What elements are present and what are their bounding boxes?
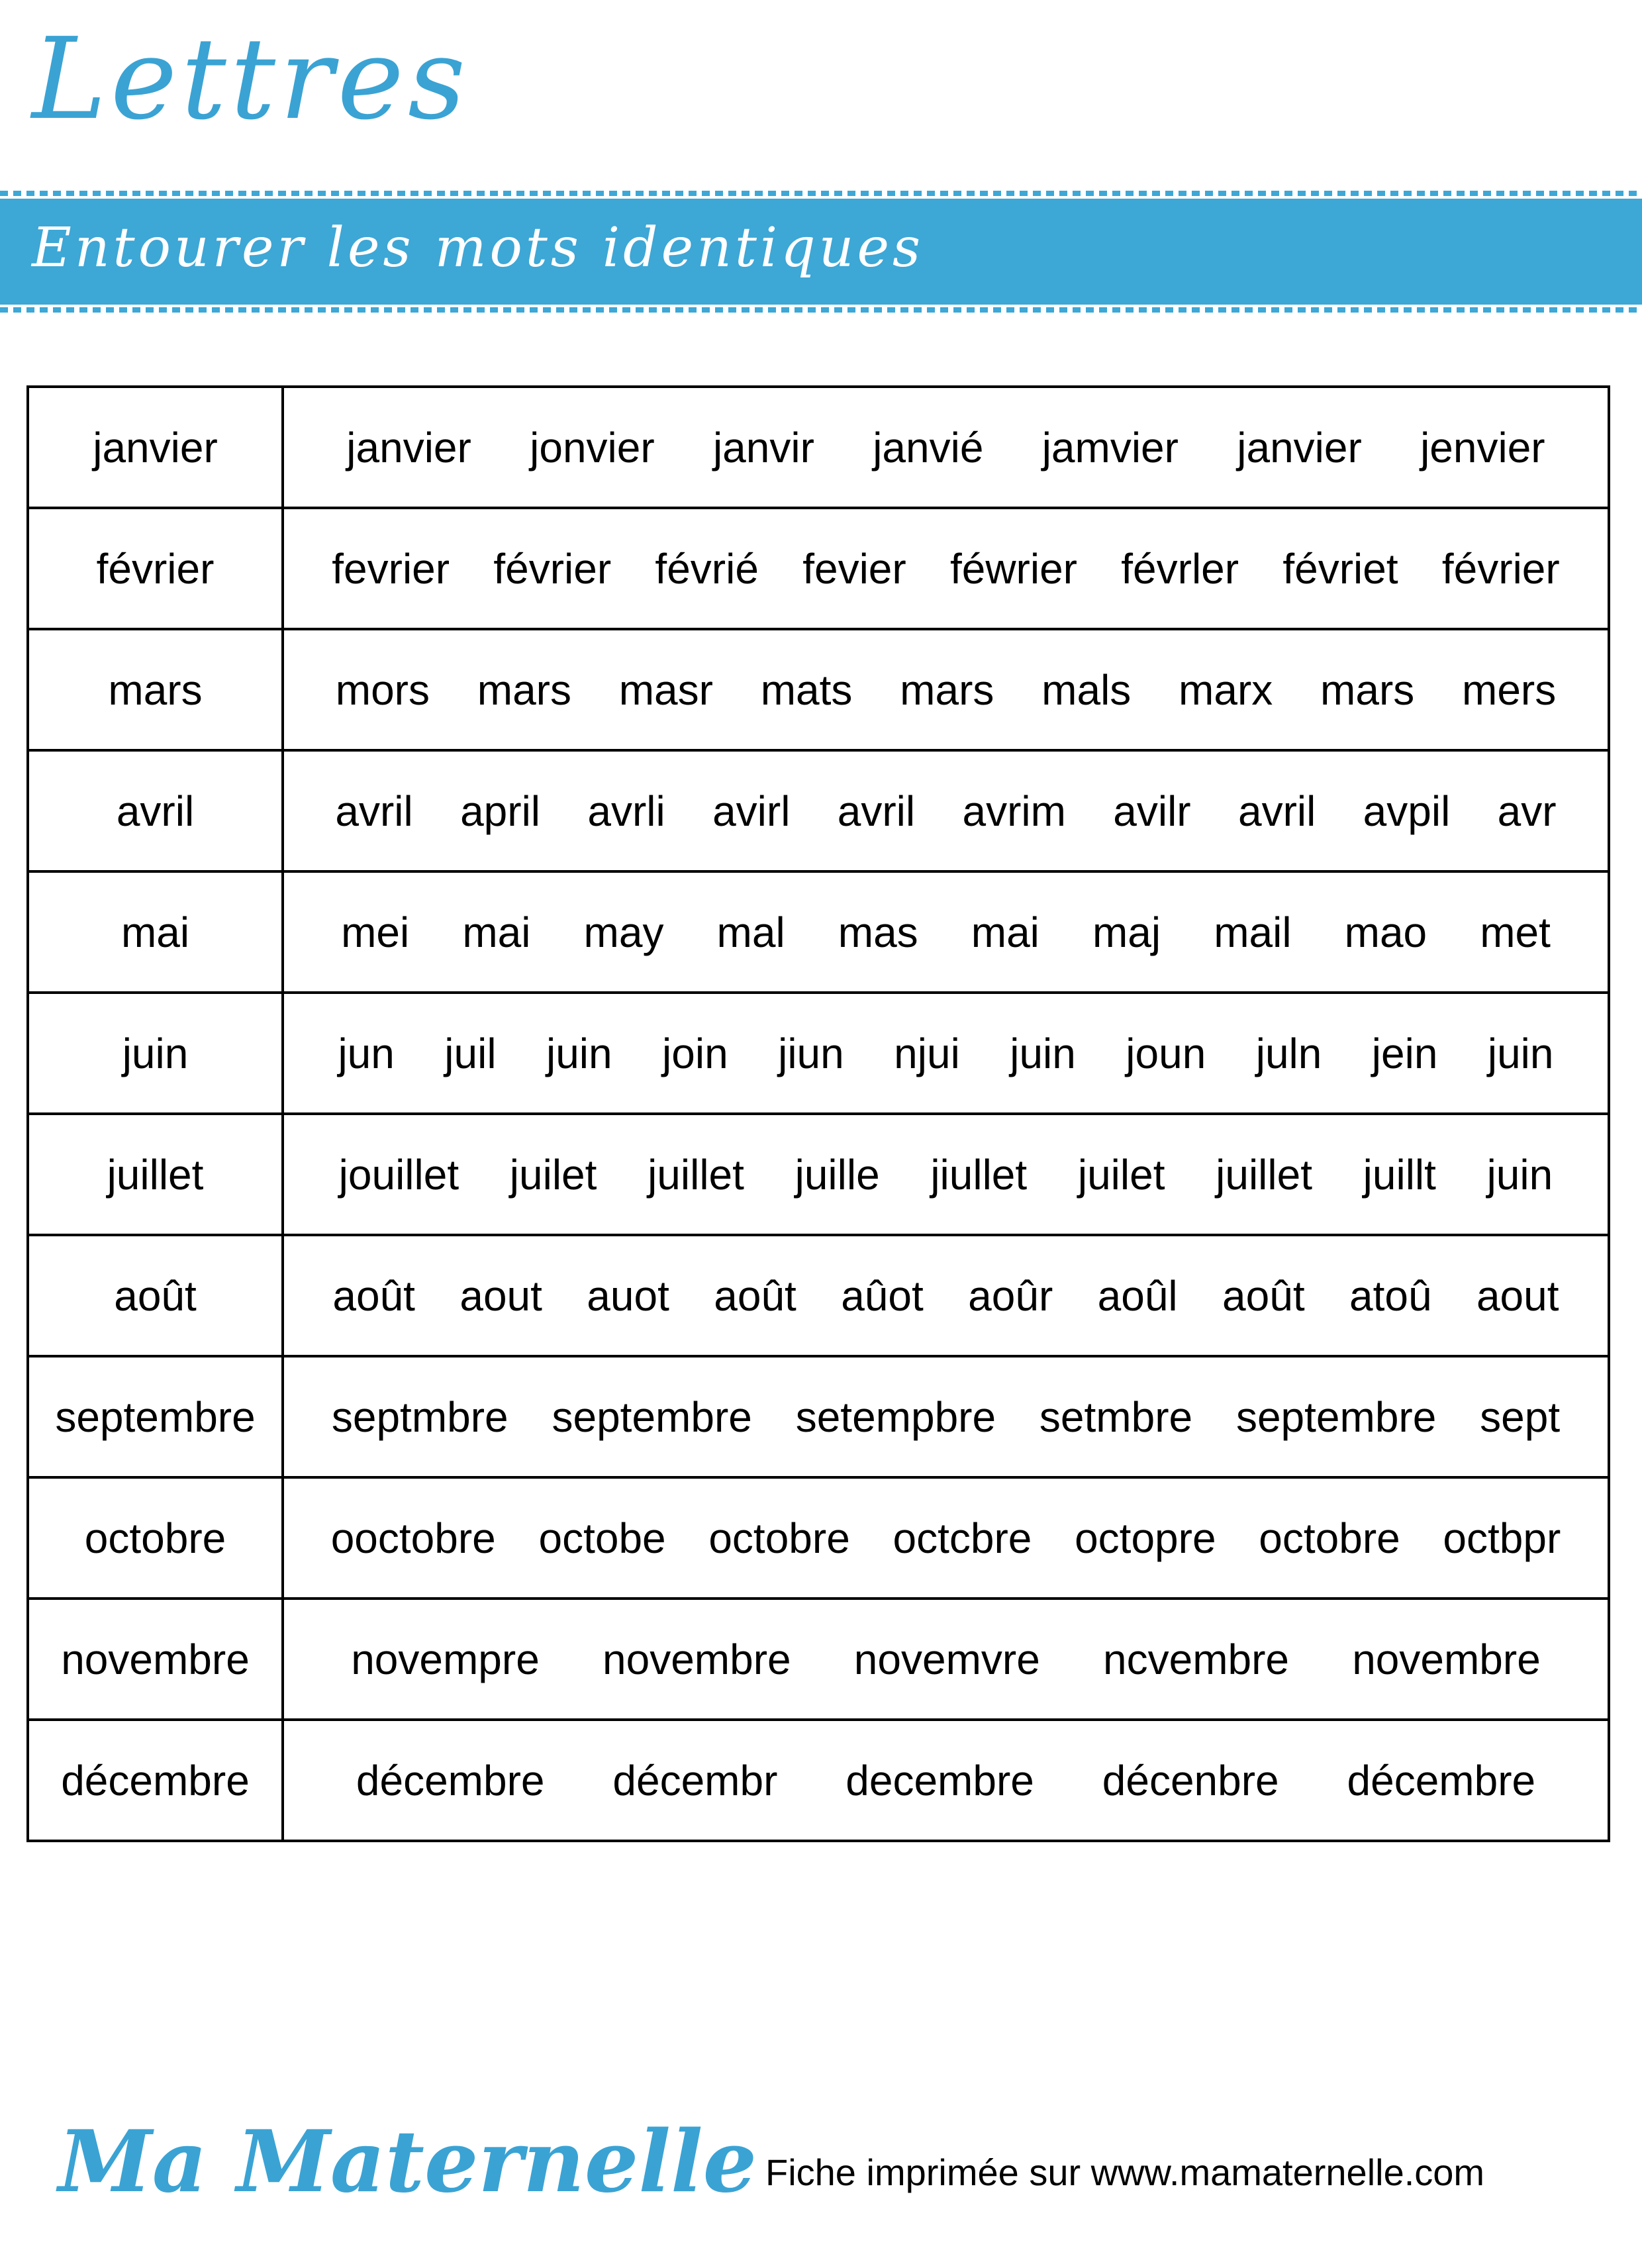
word-option[interactable]: auot	[587, 1271, 669, 1320]
word-option[interactable]: avr	[1497, 787, 1557, 835]
word-option[interactable]: juilet	[1077, 1150, 1165, 1199]
word-option[interactable]: mao	[1344, 908, 1427, 956]
word-option[interactable]: octobre	[1259, 1514, 1400, 1562]
word-option[interactable]: fevier	[802, 544, 906, 593]
word-option[interactable]: ooctobre	[330, 1514, 496, 1562]
word-option[interactable]: juin	[1010, 1029, 1076, 1077]
word-option[interactable]: novembre	[1352, 1635, 1541, 1683]
word-option[interactable]: août	[714, 1271, 797, 1320]
word-option[interactable]: août	[332, 1271, 415, 1320]
word-option[interactable]: mai	[971, 908, 1039, 956]
word-option[interactable]: décembre	[1347, 1756, 1536, 1804]
word-option[interactable]: février	[1441, 544, 1560, 593]
word-option[interactable]: mal	[716, 908, 785, 956]
word-option[interactable]: njui	[894, 1029, 960, 1077]
word-option[interactable]: avirl	[712, 787, 791, 835]
word-option[interactable]: jiun	[778, 1029, 844, 1077]
word-option[interactable]: octbpr	[1443, 1514, 1561, 1562]
word-option[interactable]: janvié	[873, 423, 984, 471]
table-row	[29, 752, 1608, 873]
word-option[interactable]: janvier	[1237, 423, 1362, 471]
table-row	[29, 630, 1608, 752]
table-row	[29, 1115, 1608, 1236]
word-option[interactable]: jouillet	[338, 1150, 459, 1199]
word-option[interactable]: octobe	[538, 1514, 666, 1562]
word-option[interactable]: mai	[462, 908, 531, 956]
word-option[interactable]: octobre	[708, 1514, 850, 1562]
month-label: mai	[29, 873, 284, 991]
word-option[interactable]: juil	[444, 1029, 497, 1077]
word-option[interactable]: jun	[338, 1029, 395, 1077]
word-choices	[284, 1600, 1608, 1718]
word-table	[26, 385, 1610, 1842]
word-choices	[284, 873, 1608, 991]
word-option[interactable]: mals	[1041, 666, 1132, 714]
month-label: avril	[29, 752, 284, 870]
word-choices	[284, 388, 1608, 507]
word-option[interactable]: marx	[1179, 666, 1273, 714]
word-option[interactable]: juin	[1487, 1029, 1554, 1077]
word-option[interactable]: fevrier	[332, 544, 450, 593]
word-option[interactable]: setempbre	[795, 1393, 996, 1441]
word-option[interactable]: novemvre	[853, 1635, 1040, 1683]
word-choices	[284, 752, 1608, 870]
word-option[interactable]: féwrier	[949, 544, 1077, 593]
word-option[interactable]: juille	[795, 1150, 880, 1199]
month-label: février	[29, 509, 284, 628]
word-option[interactable]: mas	[838, 908, 918, 956]
word-option[interactable]: jein	[1371, 1029, 1438, 1077]
month-label: janvier	[29, 388, 284, 507]
month-label: juillet	[29, 1115, 284, 1234]
table-row	[29, 1236, 1608, 1357]
word-option[interactable]: octopre	[1075, 1514, 1216, 1562]
word-choices	[284, 994, 1608, 1112]
instruction-banner	[0, 199, 1642, 305]
word-choices	[284, 630, 1608, 749]
table-row	[29, 1721, 1608, 1840]
word-option[interactable]: octcbre	[893, 1514, 1032, 1562]
word-choices	[284, 509, 1608, 628]
word-option[interactable]: décembre	[356, 1756, 545, 1804]
word-option[interactable]: april	[460, 787, 540, 835]
word-option[interactable]: décembr	[612, 1756, 778, 1804]
table-row	[29, 994, 1608, 1115]
word-choices	[284, 1115, 1608, 1234]
word-option[interactable]: maj	[1092, 908, 1161, 956]
footer-note: Fiche imprimée sur www.mamaternelle.com	[765, 2151, 1485, 2193]
word-option[interactable]: avrim	[962, 787, 1066, 835]
word-option[interactable]: septembre	[552, 1393, 752, 1441]
word-choices	[284, 1721, 1608, 1840]
word-option[interactable]: mars	[900, 666, 994, 714]
table-row	[29, 1479, 1608, 1600]
word-option[interactable]: juillet	[1216, 1150, 1312, 1199]
word-choices	[284, 1357, 1608, 1476]
word-option[interactable]: avilr	[1113, 787, 1191, 835]
word-option[interactable]: juln	[1255, 1029, 1322, 1077]
word-option[interactable]: met	[1480, 908, 1551, 956]
word-option[interactable]: join	[662, 1029, 728, 1077]
word-option[interactable]: novempre	[351, 1635, 540, 1683]
month-label: août	[29, 1236, 284, 1355]
word-option[interactable]: avril	[1237, 787, 1316, 835]
page-title: Lettres	[32, 14, 470, 145]
word-option[interactable]: janvir	[712, 423, 814, 471]
word-option[interactable]: novembre	[603, 1635, 791, 1683]
word-option[interactable]: jenvier	[1420, 423, 1545, 471]
word-option[interactable]: juillet	[648, 1150, 744, 1199]
word-option[interactable]: mars	[477, 666, 571, 714]
table-row	[29, 873, 1608, 994]
word-option[interactable]: mers	[1462, 666, 1557, 714]
word-option[interactable]: septmbre	[331, 1393, 508, 1441]
word-option[interactable]: jamvier	[1041, 423, 1179, 471]
word-option[interactable]: février	[493, 544, 612, 593]
word-choices	[284, 1236, 1608, 1355]
table-row	[29, 1357, 1608, 1479]
word-option[interactable]: avril	[335, 787, 413, 835]
table-row	[29, 1600, 1608, 1721]
word-option[interactable]: aout	[459, 1271, 542, 1320]
month-label: octobre	[29, 1479, 284, 1597]
word-option[interactable]: ncvembre	[1103, 1635, 1289, 1683]
word-option[interactable]: aout	[1476, 1271, 1559, 1320]
word-option[interactable]: masr	[618, 666, 713, 714]
word-option[interactable]: aoûr	[968, 1271, 1053, 1320]
word-option[interactable]: aoûl	[1097, 1271, 1178, 1320]
brand-logo: Ma Maternelle	[58, 2112, 757, 2212]
table-row	[29, 388, 1608, 509]
word-option[interactable]: août	[1222, 1271, 1305, 1320]
word-option[interactable]: juin	[1486, 1150, 1553, 1199]
word-option[interactable]: mei	[341, 908, 410, 956]
month-label: mars	[29, 630, 284, 749]
word-option[interactable]: jiullet	[930, 1150, 1028, 1199]
word-option[interactable]: mail	[1214, 908, 1292, 956]
month-label: novembre	[29, 1600, 284, 1718]
month-label: décembre	[29, 1721, 284, 1840]
word-option[interactable]: aûot	[841, 1271, 924, 1320]
word-option[interactable]: septembre	[1235, 1393, 1437, 1441]
word-option[interactable]: setmbre	[1039, 1393, 1193, 1441]
word-option[interactable]: atoû	[1349, 1271, 1432, 1320]
word-option[interactable]: jonvier	[530, 423, 655, 471]
word-option[interactable]: févriet	[1282, 544, 1398, 593]
word-option[interactable]: avrli	[587, 787, 665, 835]
table-row	[29, 509, 1608, 630]
month-label: septembre	[29, 1357, 284, 1476]
word-option[interactable]: sept	[1480, 1393, 1561, 1441]
word-choices	[284, 1479, 1608, 1597]
word-option[interactable]: may	[583, 908, 664, 956]
word-option[interactable]: juilet	[509, 1150, 597, 1199]
word-option[interactable]: joun	[1126, 1029, 1206, 1077]
word-option[interactable]: janvier	[346, 423, 471, 471]
word-option[interactable]: décenbre	[1102, 1756, 1279, 1804]
word-option[interactable]: févrié	[655, 544, 759, 593]
word-option[interactable]: juillt	[1363, 1150, 1436, 1199]
word-option[interactable]: avril	[837, 787, 916, 835]
word-option[interactable]: avpil	[1363, 787, 1451, 835]
month-label: juin	[29, 994, 284, 1112]
word-option[interactable]: mars	[1320, 666, 1415, 714]
word-option[interactable]: decembre	[845, 1756, 1034, 1804]
instruction-text: Entourer les mots identiques	[32, 217, 924, 279]
word-option[interactable]: févrler	[1121, 544, 1239, 593]
word-option[interactable]: mors	[335, 666, 430, 714]
word-option[interactable]: mats	[760, 666, 853, 714]
word-option[interactable]: juin	[546, 1029, 612, 1077]
